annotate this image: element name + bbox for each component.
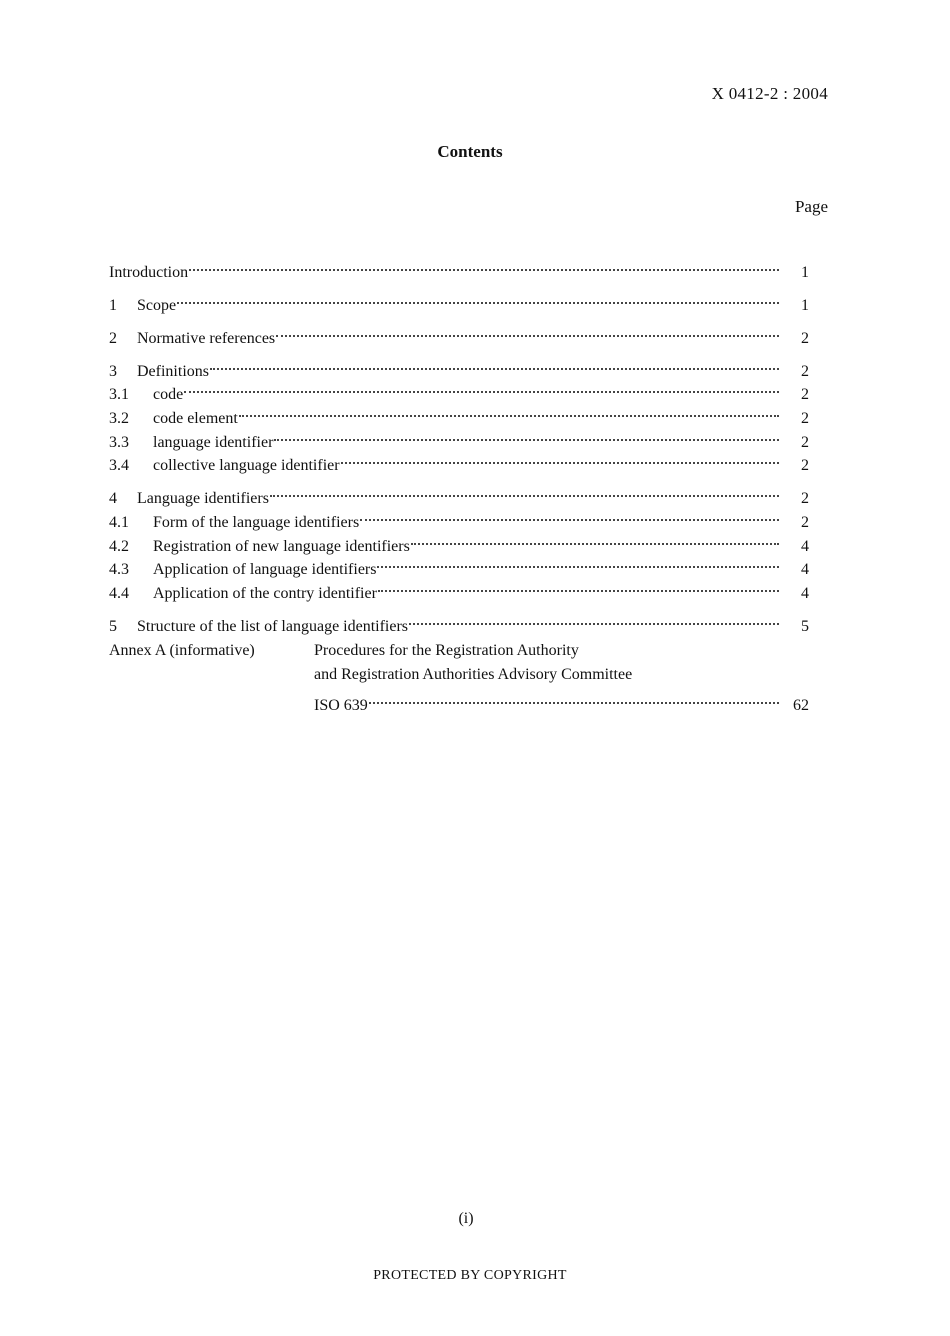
dot-leader — [377, 551, 779, 575]
toc-section-number: 1 — [109, 296, 117, 314]
toc-section-number: 3.3 — [109, 433, 129, 451]
annex-last-line — [314, 686, 809, 715]
annex-label: Annex A (informative) — [109, 642, 255, 659]
toc-page-number: 2 — [801, 362, 809, 380]
dot-leader — [378, 574, 779, 598]
toc-page-number: 2 — [801, 490, 809, 508]
dot-leader — [341, 447, 779, 471]
toc-entry[interactable] — [109, 480, 809, 508]
toc-section-number: 5 — [109, 618, 117, 636]
toc-section-number: 3.4 — [109, 457, 129, 475]
toc-page-number: 2 — [801, 457, 809, 475]
toc-page-number: 1 — [801, 296, 809, 314]
page-column-heading: Page — [794, 197, 828, 216]
dot-leader — [411, 527, 779, 551]
toc-page-number: 5 — [801, 618, 809, 636]
toc-page-number: 4 — [801, 585, 809, 603]
toc-entry[interactable] — [109, 253, 809, 281]
toc-section-number: 4.2 — [109, 537, 129, 555]
dot-leader — [276, 319, 779, 343]
annex-title-line: and Registration Authorities Advisory Committee — [314, 665, 633, 683]
toc-page-number: 4 — [801, 537, 809, 555]
toc-section-title: Structure of the list of language identifiers — [137, 618, 409, 636]
annex-body — [314, 639, 809, 715]
toc-entry[interactable] — [109, 286, 809, 314]
toc-entry[interactable] — [109, 607, 809, 636]
annex-page-number: 62 — [793, 697, 809, 715]
annex-title-line: ISO 639 — [314, 697, 368, 715]
toc-section-number: 4.4 — [109, 585, 129, 603]
toc-section-title: language identifier — [153, 433, 274, 451]
toc-entry[interactable] — [109, 376, 809, 404]
copyright-notice: PROTECTED BY COPYRIGHT — [373, 1268, 567, 1283]
toc-section-title: collective language identifier — [153, 457, 340, 475]
toc-page-number: 2 — [801, 433, 809, 451]
toc-section-title: Normative references — [137, 329, 276, 347]
toc-section-title: Application of language identifiers — [153, 561, 377, 579]
dot-leader — [210, 352, 779, 376]
table-of-contents — [109, 253, 809, 636]
toc-section-title: Application of the contry identifier — [153, 585, 377, 603]
toc-section-title: Definitions — [137, 362, 209, 380]
toc-section-title: Language identifiers — [137, 490, 269, 508]
toc-page-number: 1 — [801, 263, 809, 281]
toc-entry[interactable] — [109, 319, 809, 347]
toc-section-number: 4 — [109, 490, 117, 508]
toc-section-number: 3.1 — [109, 386, 129, 404]
toc-section-title: Registration of new language identifiers — [153, 537, 410, 555]
dot-leader — [270, 480, 779, 504]
annex-title-line: Procedures for the Registration Authority — [314, 642, 579, 659]
dot-leader — [409, 607, 779, 631]
toc-section-number: 3.2 — [109, 410, 129, 428]
toc-page-number: 2 — [801, 329, 809, 347]
contents-title: Contents — [437, 142, 503, 161]
toc-page-number: 2 — [801, 386, 809, 404]
document-number: X 0412-2 : 2004 — [711, 84, 828, 103]
toc-section-number: 3 — [109, 362, 117, 380]
toc-section-number: 4.1 — [109, 514, 129, 532]
toc-section-number: 2 — [109, 329, 117, 347]
toc-page-number: 2 — [801, 410, 809, 428]
dot-leader — [184, 376, 779, 400]
dot-leader — [239, 399, 779, 423]
footer-page-number: (i) — [458, 1210, 474, 1227]
toc-entry[interactable] — [109, 352, 809, 380]
dot-leader — [360, 503, 779, 527]
toc-section-title: Form of the language identifiers — [153, 514, 360, 532]
toc-section-title: code element — [153, 410, 238, 428]
toc-page-number: 4 — [801, 561, 809, 579]
dot-leader — [189, 253, 779, 277]
toc-section-title: Scope — [137, 296, 177, 314]
toc-section-number: 4.3 — [109, 561, 129, 579]
toc-section-title: Introduction — [109, 263, 189, 281]
toc-page-number: 2 — [801, 514, 809, 532]
toc-section-title: code — [153, 386, 184, 404]
toc-entry[interactable] — [109, 399, 809, 428]
dot-leader — [274, 423, 779, 447]
dot-leader — [177, 286, 779, 310]
dot-leader — [369, 686, 779, 710]
